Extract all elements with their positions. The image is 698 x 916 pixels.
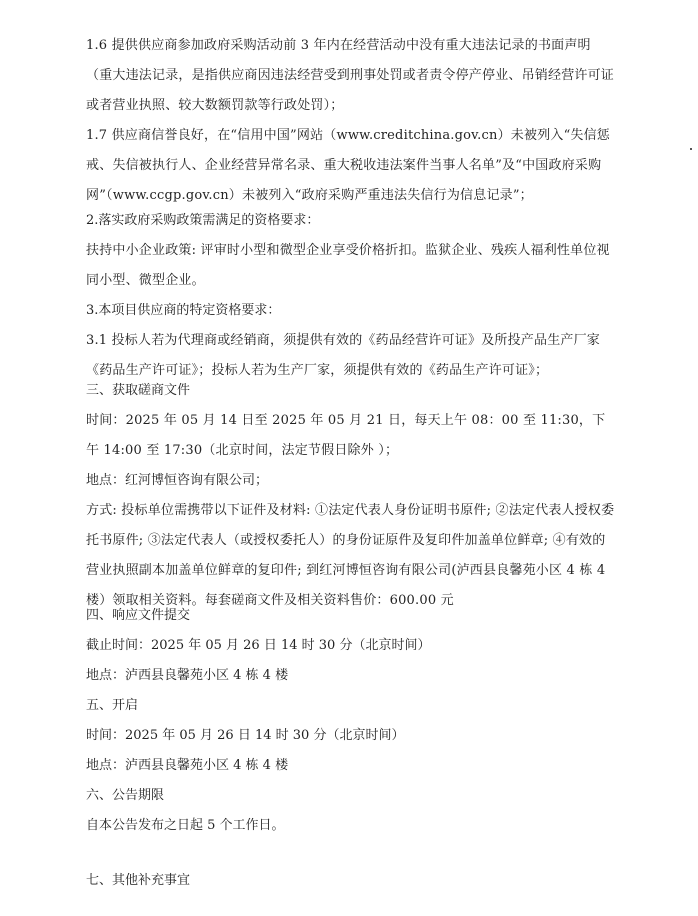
heading-specific-requirements: 3.本项目供应商的特定资格要求： [86, 303, 281, 318]
edge-dot-mark [690, 148, 692, 150]
heading-policy-requirements: 2.落实政府采购政策需满足的资格要求： [86, 213, 320, 228]
section-heading-notice-period: 六、公告期限 [86, 788, 165, 803]
paragraph-obtain-location: 地点：红河博恒咨询有限公司； [86, 473, 269, 488]
paragraph-1-6-statement: 1.6 提供供应商参加政府采购活动前 3 年内在经营活动中没有重大违法记录的书面声明（重大违法记录，是指供应商因违法经营受到刑事处罚或者责令停产停业、吊销经营许可证或者营业执照、较大数额罚款等行政处罚）； [86, 38, 615, 113]
section-heading-other-matters: 七、其他补充事宜 [86, 873, 191, 888]
paragraph-opening-location: 地点：泸西县良馨苑小区 4 栋 4 楼 [86, 758, 289, 773]
section-heading-obtain-documents: 三、获取磋商文件 [86, 383, 191, 398]
section-heading-submission: 四、响应文件提交 [86, 608, 191, 623]
paragraph-opening-time: 时间：2025 年 05 月 26 日 14 时 30 分（北京时间） [86, 728, 405, 743]
paragraph-3-1-licenses: 3.1 投标人若为代理商或经销商，须提供有效的《药品经营许可证》及所投产品生产厂家《药品生产许可证》；投标人若为生产厂家，须提供有效的《药品生产许可证》； [86, 333, 601, 378]
paragraph-1-7-credit: 1.7 供应商信誉良好，在“信用中国”网站（www.creditchina.gov.cn）未被列入“失信惩戒、失信被执行人、企业经营异常名录、重大税收违法案件当事人名单”及“中国政府采购网”（www.ccgp.gov.cn）未被列入“政府采购严重违法失信行为信息记录”； [86, 128, 611, 203]
paragraph-submission-deadline: 截止时间：2025 年 05 月 26 日 14 时 30 分（北京时间） [86, 638, 431, 653]
paragraph-sme-policy: 扶持中小企业政策: 评审时小型和微型企业享受价格折扣。监狱企业、残疾人福利性单位视同小型、微型企业。 [86, 243, 610, 288]
paragraph-submission-location: 地点：泸西县良馨苑小区 4 栋 4 楼 [86, 668, 289, 683]
paragraph-obtain-method: 方式: 投标单位需携带以下证件及材料: ①法定代表人身份证明书原件; ②法定代表人授权委托书原件; ③法定代表人（或授权委托人）的身份证原件及复印件加盖单位鲜章; ④有效的营业执照副本加盖单位鲜章的复印件; 到红河博恒咨询有限公司(泸西县良馨苑小区 4 栋 4 楼）领取相关资料。每套磋商文件及相关资料售价：600.00 元 [86, 503, 615, 608]
section-heading-opening: 五、开启 [86, 698, 139, 713]
paragraph-notice-period: 自本公告发布之日起 5 个工作日。 [86, 818, 285, 833]
paragraph-obtain-time: 时间：2025 年 05 月 14 日至 2025 年 05 月 21 日，每天上午 08：00 至 11:30，下午 14:00 至 17:30（北京时间，法定节假日除外 ）； [86, 413, 606, 458]
